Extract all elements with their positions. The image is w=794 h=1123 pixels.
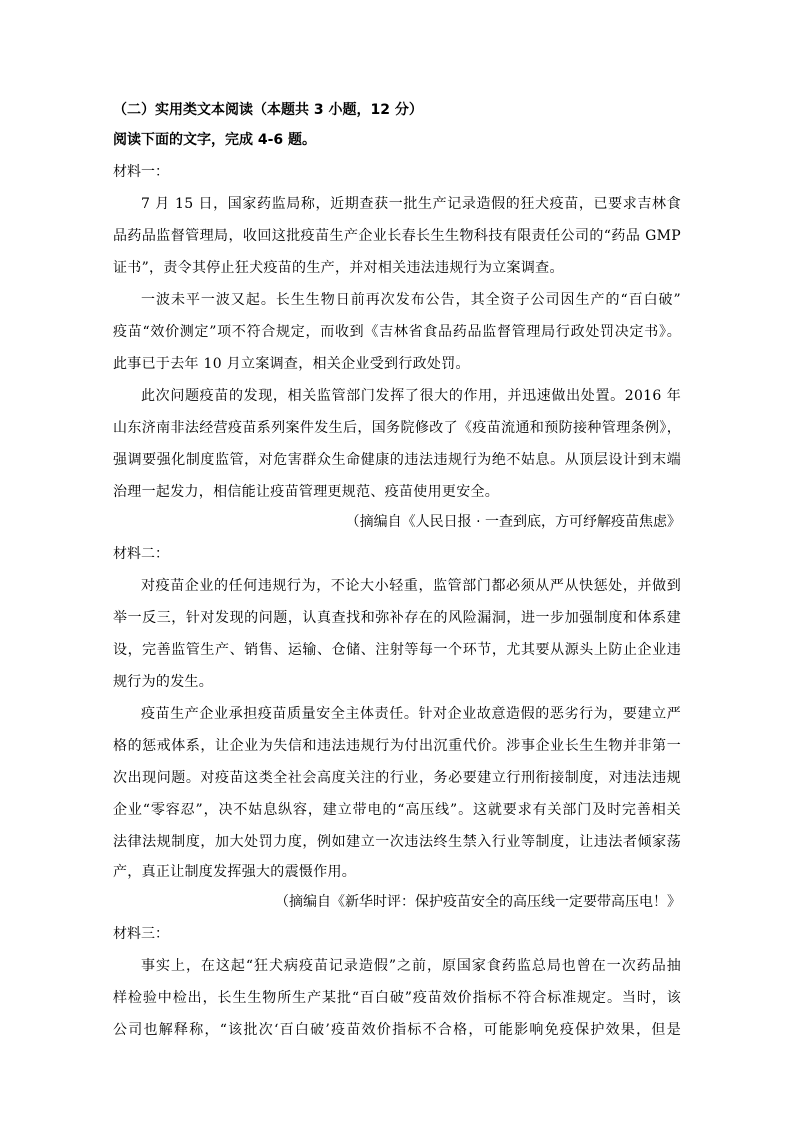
paragraph-line: 山东济南非法经营疫苗系列案件发生后，国务院修改了《疫苗流通和预防接种管理条例》， — [113, 420, 681, 436]
paragraph-line: 样检验中检出，长生生物所生产某批“百白破”疫苗效价指标不符合标准规定。当时，该 — [113, 990, 681, 1006]
paragraph-line: 法律法规制度，加大处罚力度，例如建立一次违法终生禁入行业等制度，让违法者倾家荡 — [113, 834, 681, 850]
paragraph-line: 产，真正让制度发挥强大的震慑作用。 — [113, 864, 357, 880]
paragraph-line: 7 月 15 日，国家药监局称，近期查获一批生产记录造假的狂犬疫苗，已要求吉林食 — [141, 196, 681, 212]
paragraph-line: 举一反三，针对发现的问题，认真查找和弥补存在的风险漏洞，进一步加强制度和体系建 — [113, 610, 681, 626]
paragraph-line: 规行为的发生。 — [113, 674, 214, 690]
paragraph-line: 事实上，在这起“狂犬病疫苗记录造假”之前，原国家食药监总局也曾在一次药品抽 — [141, 958, 681, 974]
paragraph-line: 次出现问题。对疫苗这类全社会高度关注的行业，务必要建立行刑衔接制度，对违法违规 — [113, 770, 681, 786]
paragraph-line: 强调要强化制度监管，对危害群众生命健康的违法违规行为绝不姑息。从顶层设计到末端 — [113, 452, 681, 468]
paragraph-line: 此次问题疫苗的发现，相关监管部门发挥了很大的作用，并迅速做出处置。2016 年 — [141, 388, 681, 404]
paragraph-line: 品药品监督管理局，收回这批疫苗生产企业长春长生生物科技有限责任公司的“药品 GMP — [113, 228, 681, 244]
paragraph-line: 设，完善监管生产、销售、运输、仓储、注射等每一个环节，尤其要从源头上防止企业违 — [113, 642, 681, 658]
paragraph-line: 证书”，责令其停止狂犬疫苗的生产，并对相关违法违规行为立案调查。 — [113, 260, 564, 276]
paragraph-line: 治理一起发力，相信能让疫苗管理更规范、疫苗使用更安全。 — [113, 484, 500, 500]
section-title: （二）实用类文本阅读（本题共 3 小题，12 分） — [113, 102, 423, 118]
paragraph-line: 此事已于去年 10 月立案调查，相关企业受到行政处罚。 — [113, 356, 470, 372]
material2-label: 材料二： — [113, 546, 169, 562]
material3-label: 材料三： — [113, 926, 169, 942]
paragraph-line: 疫苗“效价测定”项不符合规定，而收到《吉林省食品药品监督管理局行政处罚决定书》。 — [113, 324, 681, 340]
instruction: 阅读下面的文字，完成 4-6 题。 — [113, 132, 317, 148]
material2-source: （摘编自《新华时评：保护疫苗安全的高压线一定要带高压电！》 — [275, 894, 681, 910]
paragraph-line: 一波未平一波又起。长生生物日前再次发布公告，其全资子公司因生产的“百白破” — [141, 292, 681, 308]
paragraph-line: 公司也解释称，“该批次‘百白破’疫苗效价指标不合格，可能影响免疫保护效果，但是 — [113, 1022, 681, 1038]
paragraph-line: 对疫苗企业的任何违规行为，不论大小轻重，监管部门都必须从严从快惩处，并做到 — [141, 578, 681, 594]
paragraph-line: 疫苗生产企业承担疫苗质量安全主体责任。针对企业故意造假的恶劣行为，要建立严 — [141, 706, 681, 722]
material1-label: 材料一： — [113, 164, 169, 180]
paragraph-line: 企业“零容忍”，决不姑息纵容，建立带电的“高压线”。这就要求有关部门及时完善相关 — [113, 802, 681, 818]
paragraph-line: 格的惩戒体系，让企业为失信和违法违规行为付出沉重代价。涉事企业长生生物并非第一 — [113, 738, 681, 754]
material1-source: （摘编自《人民日报 · 一查到底，方可纾解疫苗焦虑》 — [345, 514, 681, 530]
